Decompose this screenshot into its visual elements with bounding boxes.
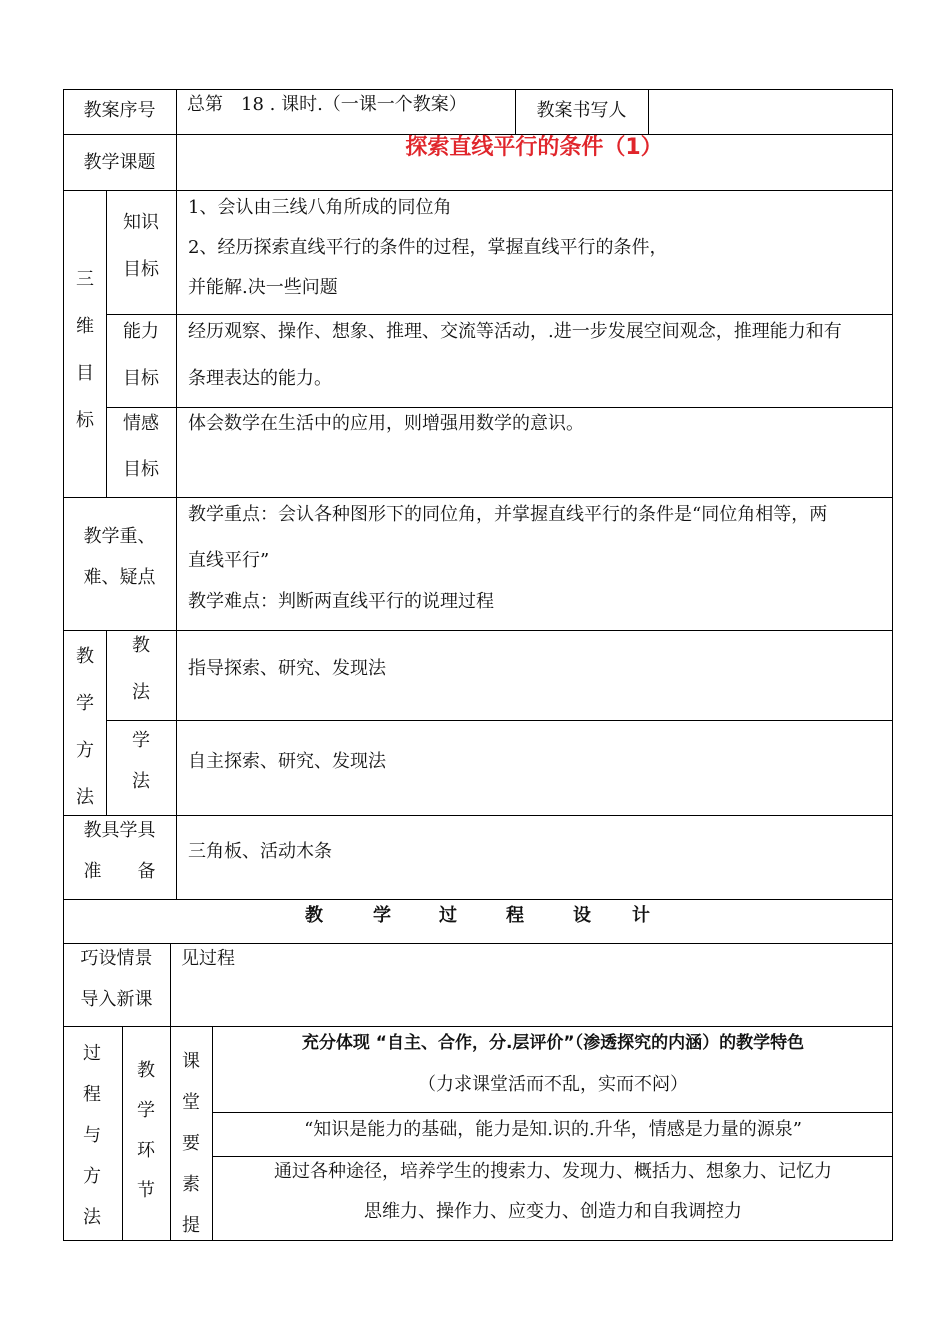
goals-group-label: 三 维 目 标 — [76, 269, 94, 431]
skills-line: 思维力、操作力、应变力、创造力和自我调控力 — [364, 1201, 742, 1222]
process-header-char: 过 — [439, 905, 457, 926]
methods-group-label: 教 学 方 法 — [76, 646, 94, 808]
learn-method-value: 自主探索、研究、发现法 — [188, 751, 386, 772]
emotion-line: 体会数学在生活中的应用，则增强用数学的意识。 — [188, 413, 584, 434]
grid-line — [63, 89, 893, 90]
grid-line — [106, 190, 107, 497]
learn-method-label: 学 — [132, 730, 150, 751]
emotion-goal-label: 情感 — [123, 413, 159, 434]
teach-method-value: 指导探索、研究、发现法 — [188, 658, 386, 679]
seq-value: 总第 18 . 课时.（一课一个教案） — [187, 94, 467, 115]
grid-line — [63, 190, 893, 191]
grid-line — [176, 89, 177, 899]
grid-line — [213, 1156, 893, 1157]
grid-line — [63, 815, 893, 816]
ability-line: 经历观察、操作、想象、推理、交流等活动，.进一步发展空间观念，推理能力和有 — [188, 321, 842, 342]
intro-value: 见过程 — [181, 948, 235, 969]
process-header-char: 设 — [573, 905, 591, 926]
grid-line — [170, 1026, 171, 1240]
ability-line: 条理表达的能力。 — [188, 368, 332, 389]
grid-line — [63, 943, 893, 944]
feature-subline: （力求课堂活而不乱，实而不闷） — [418, 1074, 688, 1095]
process-col3-label: 课 堂 要 素 提 — [182, 1051, 200, 1236]
process-header-char: 学 — [373, 905, 391, 926]
teach-method-label: 教 — [132, 635, 150, 656]
writer-label: 教案书写人 — [536, 100, 627, 121]
knowledge-line: 2、经历探索直线平行的条件的过程，掌握直线平行的条件， — [188, 237, 668, 258]
grid-line — [63, 630, 893, 631]
tools-label: 教具学具 — [83, 820, 156, 841]
grid-line — [213, 1112, 893, 1113]
grid-line — [122, 1026, 123, 1240]
tools-value: 三角板、活动木条 — [188, 841, 332, 862]
process-header-char: 程 — [506, 905, 524, 926]
process-col2-label: 教 学 环 节 — [137, 1060, 155, 1201]
focus-line: 教学重点：会认各种图形下的同位角，并掌握直线平行的条件是“同位角相等，两 — [188, 504, 828, 525]
feature-line: 充分体现 “自主、合作，分.层评价”（渗透探究的内涵）的教学特色 — [301, 1033, 805, 1053]
ability-goal-label: 能力 — [123, 321, 159, 342]
quote-line: “知识是能力的基础，能力是知.识的.升华，情感是力量的源泉” — [304, 1119, 802, 1140]
lesson-title: 探索直线平行的条件（1） — [405, 135, 663, 160]
grid-line — [63, 497, 893, 498]
grid-line — [63, 1026, 893, 1027]
knowledge-goal-label-2: 目标 — [123, 259, 159, 280]
focus-line: 教学难点：判断两直线平行的说理过程 — [188, 591, 494, 612]
teach-method-label-2: 法 — [132, 682, 150, 703]
grid-line — [892, 89, 893, 1241]
focus-line: 直线平行” — [188, 550, 270, 571]
grid-line — [106, 407, 893, 408]
grid-line — [170, 943, 171, 1026]
tools-label-2: 准 备 — [83, 861, 156, 882]
ability-goal-label-2: 目标 — [123, 368, 159, 389]
process-header-char: 教 — [305, 905, 323, 926]
grid-line — [648, 89, 649, 134]
topic-label: 教学课题 — [83, 152, 156, 173]
seq-label: 教案序号 — [83, 100, 156, 121]
grid-line — [106, 314, 893, 315]
learn-method-label-2: 法 — [132, 771, 150, 792]
intro-label-2: 导入新课 — [80, 989, 153, 1010]
knowledge-goal-label: 知识 — [123, 212, 159, 233]
process-header-char: 计 — [632, 905, 650, 926]
grid-line — [63, 899, 893, 900]
knowledge-line: 1、会认由三线八角所成的同位角 — [188, 197, 452, 218]
knowledge-line: 并能解.决一些问题 — [188, 277, 338, 298]
focus-label: 教学重、 — [83, 526, 156, 547]
process-col1-label: 过 程 与 方 法 — [83, 1043, 101, 1228]
skills-line: 通过各种途径，培养学生的搜索力、发现力、概括力、想象力、记忆力 — [274, 1161, 832, 1182]
grid-line — [63, 89, 64, 1241]
intro-label: 巧设情景 — [80, 948, 153, 969]
emotion-goal-label-2: 目标 — [123, 459, 159, 480]
focus-label-2: 难、疑点 — [83, 567, 156, 588]
grid-line — [106, 720, 893, 721]
